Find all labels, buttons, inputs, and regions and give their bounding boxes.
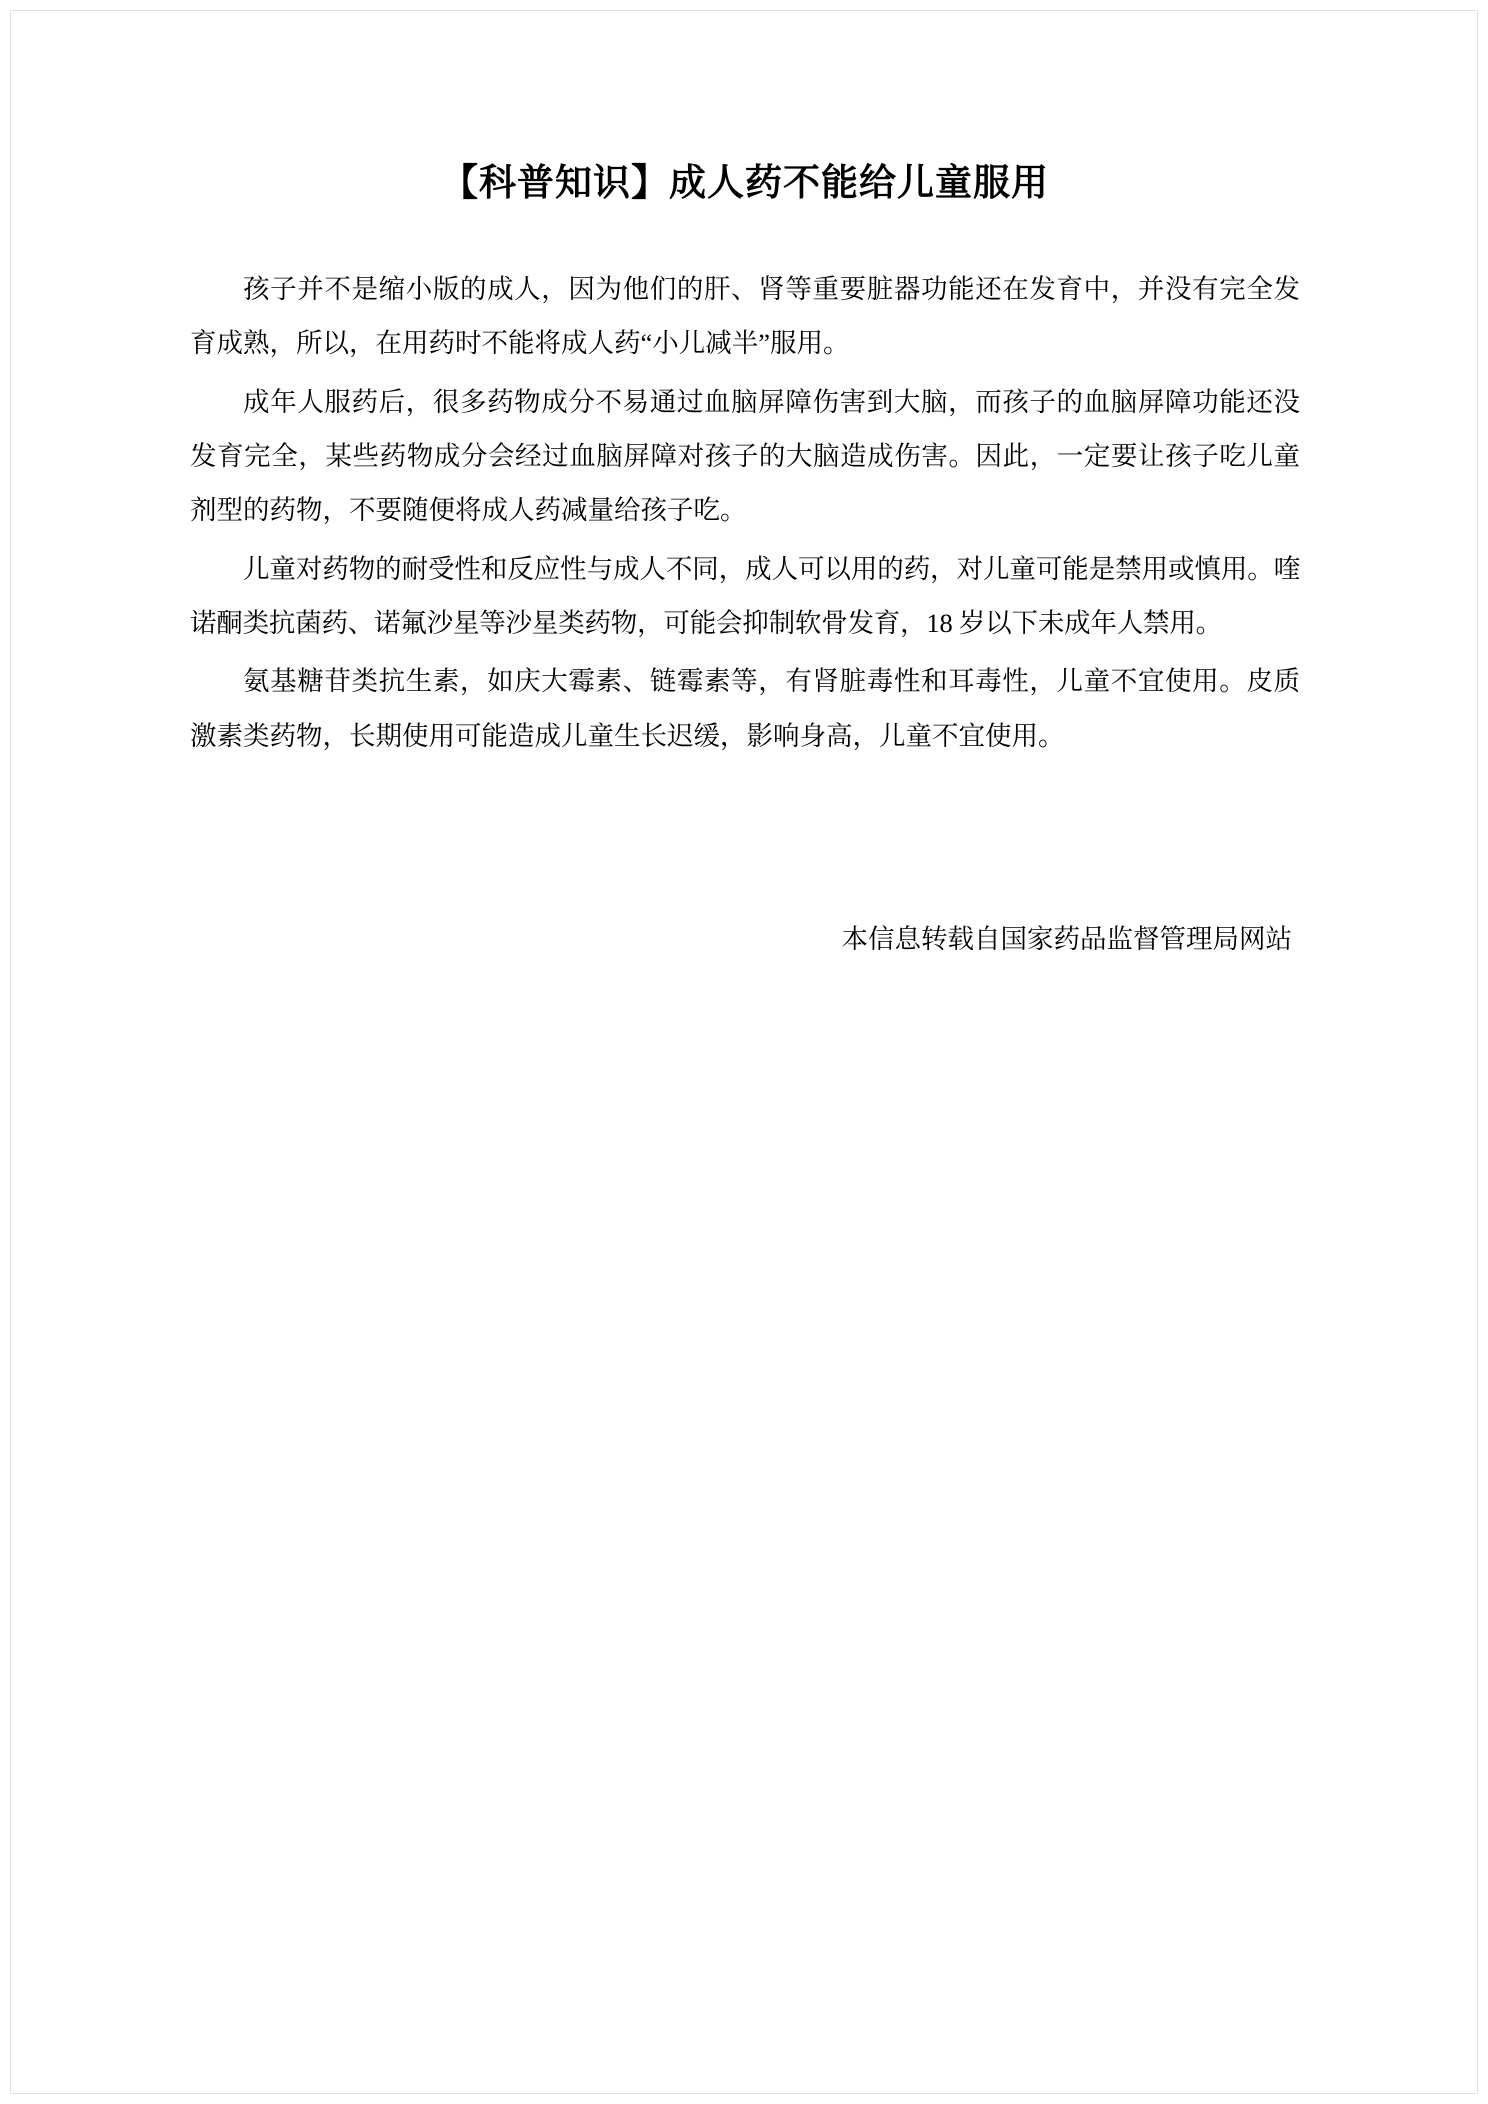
page-title: 【科普知识】成人药不能给儿童服用 [441, 163, 1049, 204]
document-body [190, 160, 1300, 966]
paragraph-2: 成年人服药后，很多药物成分不易通过血脑屏障伤害到大脑，而孩子的血脑屏障功能还没发育完全，某些药物成分会经过血脑屏障对孩子的大脑造成伤害。因此，一定要让孩子吃儿童剂型的药物，不要随便将成人药减量给孩子吃。 [190, 386, 1300, 526]
paragraph-1: 孩子并不是缩小版的成人，因为他们的肝、肾等重要脏器功能还在发育中，并没有完全发育成熟，所以，在用药时不能将成人药“小儿减半”服用。 [190, 274, 1300, 359]
paragraph-3: 儿童对药物的耐受性和反应性与成人不同，成人可以用的药，对儿童可能是禁用或慎用。喹诺酮类抗菌药、诺氟沙星等沙星类药物，可能会抑制软骨发育，18 岁以下未成年人禁用。 [190, 553, 1300, 638]
source-attribution: 本信息转载自国家药品监督管理局网站 [841, 923, 1292, 954]
paragraph-4: 氨基糖苷类抗生素，如庆大霉素、链霉素等，有肾脏毒性和耳毒性，儿童不宜使用。皮质激素类药物，长期使用可能造成儿童生长迟缓，影响身高，儿童不宜使用。 [190, 666, 1300, 751]
